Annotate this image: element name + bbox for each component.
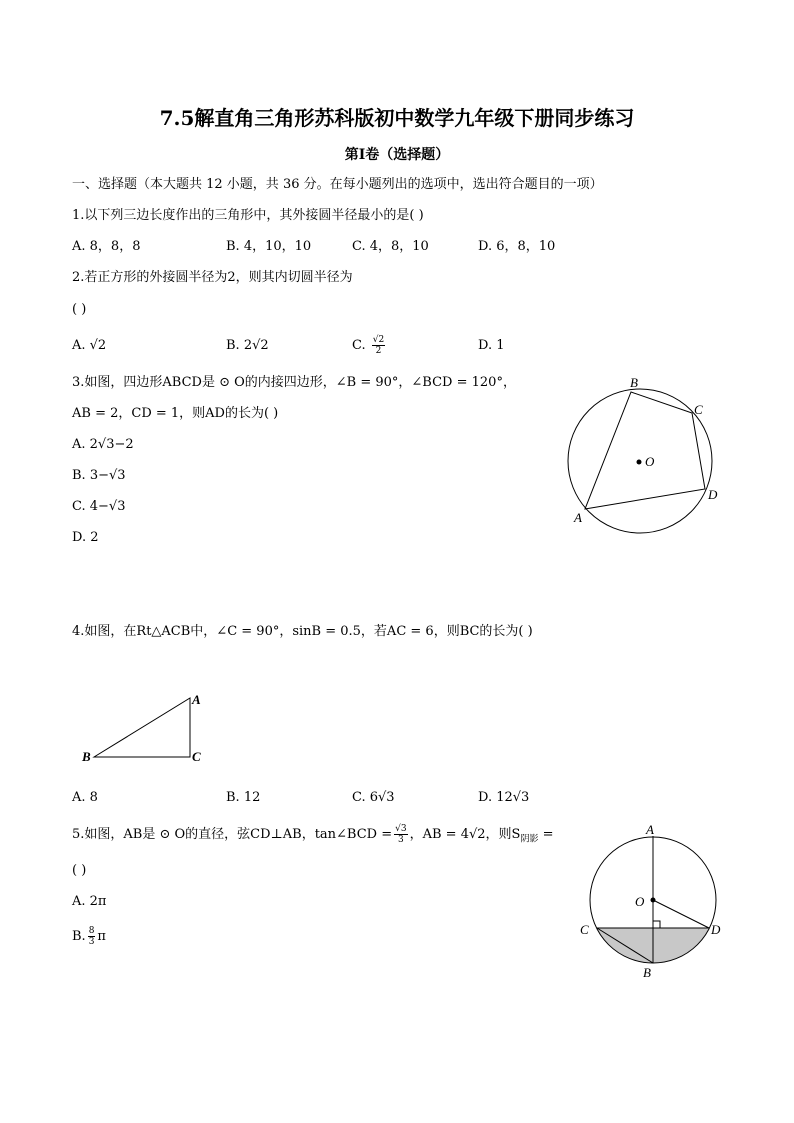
q4-option-a[interactable]: A. 8 <box>72 790 98 805</box>
q5-stem-pre: 5.如图，AB是 ⊙ O的直径，弦CD⊥AB，tan∠BCD = <box>72 827 393 842</box>
q5-center-point <box>651 898 656 903</box>
q5-radius-od <box>653 900 709 928</box>
q4-option-d[interactable]: D. 12√3 <box>478 790 530 805</box>
q3-option-b[interactable]: B. 3−√3 <box>72 468 126 483</box>
q2-option-d[interactable]: D. 1 <box>478 338 505 353</box>
q5-stem-post: ，AB = 4√2，则S <box>409 827 521 842</box>
section-subtitle: 第I卷（选择题） <box>344 147 450 163</box>
q5-label-d: D <box>711 922 721 937</box>
q5-label-a: A <box>646 822 654 837</box>
q5-stem-end: = <box>538 827 554 842</box>
q4-option-c[interactable]: C. 6√3 <box>352 790 395 805</box>
q5-right-angle-mark <box>653 921 660 928</box>
q3-label-c: C <box>694 402 703 417</box>
q3-circle-figure <box>560 370 730 530</box>
q2-option-c-denominator: 2 <box>375 346 382 356</box>
q5-stem-numerator: √3 <box>395 824 407 834</box>
q2-option-c-label: C. <box>352 338 366 353</box>
q3-option-d[interactable]: D. 2 <box>72 530 99 545</box>
q5-option-b-numerator: 8 <box>88 926 95 936</box>
q3-option-c[interactable]: C. 4−√3 <box>72 499 126 514</box>
q3-label-a: A <box>574 510 582 525</box>
q2-option-a[interactable]: A. √2 <box>72 338 107 353</box>
q1-option-d[interactable]: D. 6，8，10 <box>478 239 556 254</box>
q5-circle-figure <box>576 822 736 982</box>
q4-option-b[interactable]: B. 12 <box>226 790 261 805</box>
q5-label-b: B <box>643 965 651 980</box>
q4-triangle <box>94 698 190 757</box>
q5-stem <box>72 821 554 854</box>
q2-stem: 2.若正方形的外接圆半径为2，则其内切圆半径为 <box>72 270 353 285</box>
q5-paren: ( ) <box>72 863 87 878</box>
q4-label-b: B <box>82 749 91 764</box>
q2-option-c-fraction <box>372 335 385 356</box>
q2-paren: ( ) <box>72 302 87 317</box>
q1-option-b[interactable]: B. 4，10，10 <box>226 239 312 254</box>
q2-option-c[interactable] <box>352 332 387 360</box>
q4-label-c: C <box>192 749 201 764</box>
q3-label-o: O <box>645 454 655 469</box>
q1-option-a[interactable]: A. 8，8，8 <box>72 239 141 254</box>
q5-stem-denominator: 3 <box>398 835 404 845</box>
q3-label-d: D <box>708 487 718 502</box>
q5-label-c: C <box>580 922 589 937</box>
q4-label-a: A <box>192 692 201 707</box>
q5-option-a[interactable]: A. 2π <box>72 894 107 909</box>
q3-label-b: B <box>630 375 638 390</box>
q3-quadrilateral <box>585 392 705 509</box>
q3-stem-line2: AB = 2，CD = 1，则AD的长为( ) <box>72 406 279 421</box>
q2-option-c-numerator: √2 <box>372 335 385 345</box>
q1-stem: 1.以下列三边长度作出的三角形中，其外接圆半径最小的是( ) <box>72 208 424 223</box>
q4-triangle-figure <box>80 688 220 768</box>
q5-stem-subscript: 阴影 <box>520 834 539 845</box>
q4-stem: 4.如图，在Rt△ACB中，∠C = 90°，sinB = 0.5，若AC = 6，则BC的长为( ) <box>72 624 533 639</box>
q5-option-b-label: B. <box>72 929 86 944</box>
q5-option-b-tail: π <box>97 929 106 944</box>
page-title: 7.5解直角三角形苏科版初中数学九年级下册同步练习 <box>159 106 635 130</box>
q5-option-b-fraction <box>88 926 96 947</box>
q3-center-point <box>637 460 642 465</box>
q5-stem-fraction <box>394 824 407 845</box>
q5-option-b-denominator: 3 <box>88 937 95 947</box>
section-instructions: 一、选择题（本大题共 12 小题，共 36 分。在每小题列出的选项中，选出符合题目的一项） <box>72 177 603 192</box>
q3-option-a[interactable]: A. 2√3−2 <box>72 437 134 452</box>
q5-label-o: O <box>635 894 645 909</box>
q5-option-b[interactable] <box>72 922 106 952</box>
q3-stem-line1: 3.如图，四边形ABCD是 ⊙ O的内接四边形，∠B = 90°，∠BCD = 120°， <box>72 375 516 390</box>
q2-option-b[interactable]: B. 2√2 <box>226 338 269 353</box>
q1-option-c[interactable]: C. 4，8，10 <box>352 239 429 254</box>
